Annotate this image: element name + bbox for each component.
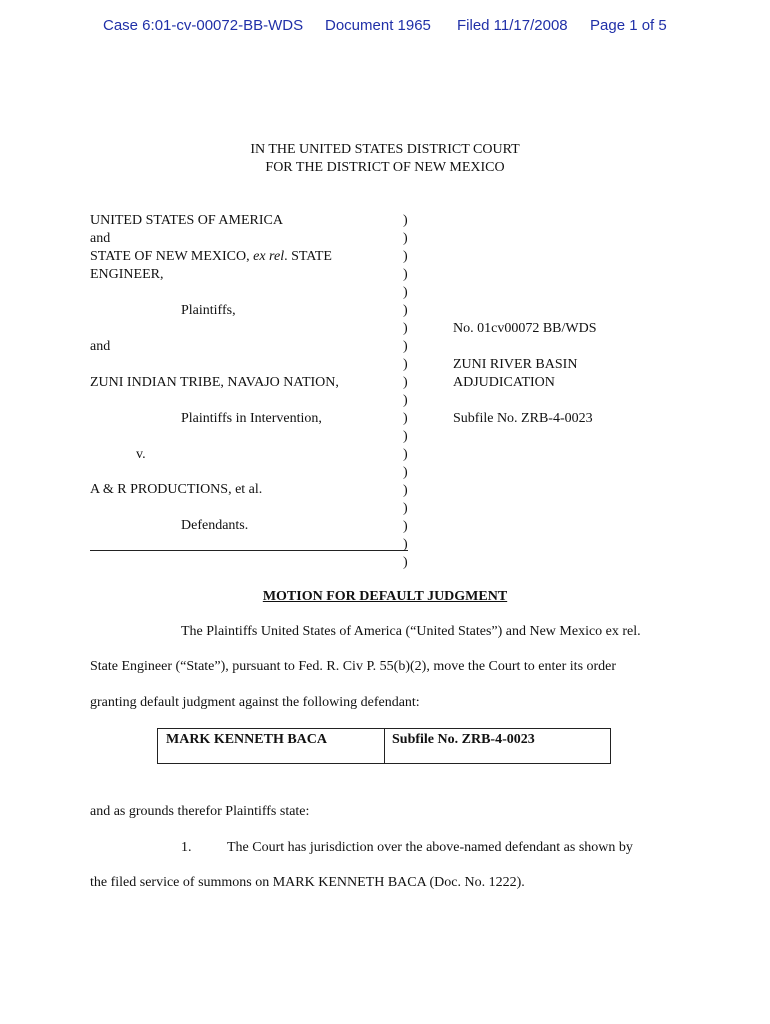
case-number: No. 01cv00072 BB/WDS: [453, 321, 597, 336]
defendant-subfile-cell: Subfile No. ZRB-4-0023: [392, 732, 535, 747]
grounds-intro: and as grounds therefor Plaintiffs state:: [90, 804, 310, 819]
versus: v.: [136, 447, 146, 462]
defendant-table: [157, 728, 611, 764]
caption-parentheses: ) ) ) ) ) ) ) ) ) ) ) ) ) ) ) ) ) ) ) ): [403, 213, 408, 570]
caption-underline: [90, 550, 408, 551]
party-state-new-mexico: STATE OF NEW MEXICO, ex rel. STATE: [90, 249, 332, 264]
court-name: IN THE UNITED STATES DISTRICT COURT: [250, 142, 520, 157]
defendants-label: Defendants.: [181, 518, 249, 533]
item-1-line-2: the filed service of summons on MARK KENNETH BACA (Doc. No. 1222).: [90, 875, 525, 890]
defendant-name-cell: MARK KENNETH BACA: [166, 732, 328, 747]
table-divider: [384, 729, 385, 763]
party-intervenors: ZUNI INDIAN TRIBE, NAVAJO NATION,: [90, 375, 339, 390]
subfile-number: Subfile No. ZRB-4-0023: [453, 411, 593, 426]
paragraph-line-2: State Engineer (“State”), pursuant to Fed. R. Civ P. 55(b)(2), move the Court to enter its order: [90, 659, 617, 674]
caption-and-2: and: [90, 339, 111, 354]
party-defendants: A & R PRODUCTIONS, et al.: [90, 482, 263, 497]
party-united-states: UNITED STATES OF AMERICA: [90, 213, 283, 228]
caption-and-1: and: [90, 231, 111, 246]
basin-name: ZUNI RIVER BASIN: [453, 357, 578, 372]
court-district: FOR THE DISTRICT OF NEW MEXICO: [265, 160, 505, 175]
case-number-header: Case 6:01-cv-00072-BB-WDS: [103, 17, 304, 34]
paragraph-line-3: granting default judgment against the following defendant:: [90, 695, 420, 710]
plaintiffs-label: Plaintiffs,: [181, 303, 236, 318]
item-1-line-1: The Court has jurisdiction over the above-named defendant as shown by: [227, 840, 633, 855]
item-1-number: 1.: [181, 840, 192, 855]
intervenors-label: Plaintiffs in Intervention,: [181, 411, 322, 426]
filed-date-header: Filed 11/17/2008: [457, 17, 568, 34]
adjudication-label: ADJUDICATION: [453, 375, 555, 390]
document-number-header: Document 1965: [325, 17, 431, 34]
motion-title: MOTION FOR DEFAULT JUDGMENT: [262, 589, 508, 604]
party-state-engineer: ENGINEER,: [90, 267, 164, 282]
paragraph-line-1: The Plaintiffs United States of America (“United States”) and New Mexico ex rel.: [181, 624, 641, 639]
page-count-header: Page 1 of 5: [590, 17, 667, 34]
